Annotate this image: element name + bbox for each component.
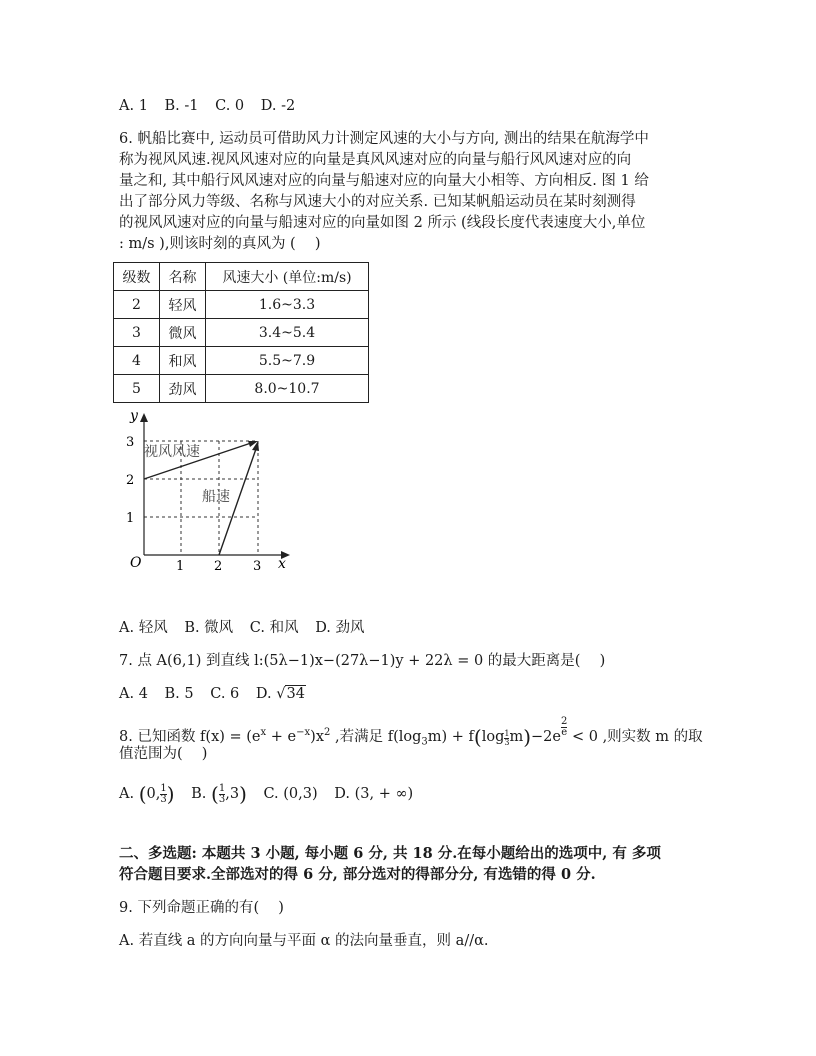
y-tick-label: 3 bbox=[126, 435, 135, 450]
table-cell: 4 bbox=[114, 347, 160, 375]
exponent-fraction: $\frac{2}{e}$ bbox=[561, 716, 568, 738]
q8-line-2: 值范围为( ) bbox=[119, 746, 208, 762]
boat-speed-label: 船速 bbox=[202, 489, 230, 505]
table-header-cell: 风速大小 (单位:m/s) bbox=[206, 263, 369, 291]
sqrt-value: 34 bbox=[286, 686, 305, 702]
table-cell: 5.5~7.9 bbox=[206, 347, 369, 375]
vector-diagram bbox=[118, 400, 308, 580]
q7-option-a: A. 4 bbox=[119, 686, 148, 702]
q5-option-c: C. 0 bbox=[215, 98, 245, 114]
q7-option-c: C. 6 bbox=[210, 686, 240, 702]
table-cell: 2 bbox=[114, 291, 160, 319]
q5-option-a: A. 1 bbox=[119, 98, 148, 114]
table-row bbox=[114, 347, 369, 375]
q9-text: 9. 下列命题正确的有( ) bbox=[119, 900, 284, 916]
q6-option-c: C. 和风 bbox=[249, 620, 299, 636]
x-axis-label: x bbox=[278, 556, 286, 572]
section2-line-2: 符合题目要求.全部选对的得 6 分, 部分选对的得部分分, 有选错的得 0 分. bbox=[119, 866, 596, 883]
q5-options bbox=[119, 95, 307, 117]
y-tick-label: 2 bbox=[126, 473, 135, 488]
q5-option-b: B. -1 bbox=[164, 98, 199, 114]
q8-option-b: B. ( $\frac{1}{3}$ ,3) bbox=[191, 782, 247, 806]
table-cell: 5 bbox=[114, 375, 160, 403]
q6-line-4: 出了部分风力等级、名称与风速大小的对应关系. 已知某帆船运动员在某时刻测得 bbox=[119, 194, 636, 210]
y-tick-label: 1 bbox=[126, 511, 135, 526]
q8-option-d: D. (3, + ∞) bbox=[334, 786, 414, 802]
log-base-fraction: $\frac{1}{3}$ bbox=[504, 728, 510, 747]
x-tick-label: 2 bbox=[214, 559, 223, 574]
apparent-wind-label: 视风风速 bbox=[144, 444, 200, 460]
q8-option-c: C. (0,3) bbox=[263, 786, 318, 802]
y-axis-arrow-icon bbox=[140, 413, 148, 422]
y-axis-label: y bbox=[130, 408, 138, 424]
q7-option-d: D. √34 bbox=[255, 686, 305, 702]
table-row bbox=[114, 375, 369, 403]
q6-option-b: B. 微风 bbox=[184, 620, 234, 636]
table-cell: 8.0~10.7 bbox=[206, 375, 369, 403]
wind-level-table bbox=[113, 262, 369, 403]
q8-line-1: 8. 已知函数 $f(x) = (e^x + e^{-x})x^2$ ,若满足 $f(\log_3m) + f(\log$ $\frac{1}{3}$ m)−2e $\frac{2}{e}$ < 0 ,则实数 m 的取 bbox=[119, 716, 703, 749]
table-cell: 轻风 bbox=[160, 291, 206, 319]
table-cell: 劲风 bbox=[160, 375, 206, 403]
section2-line-1: 二、多选题: 本题共 3 小题, 每小题 6 分, 共 18 分.在每小题给出的选项中, 有 多项 bbox=[119, 845, 661, 862]
q7-options bbox=[119, 683, 306, 705]
x-tick-label: 3 bbox=[253, 559, 262, 574]
q8-option-a: A. (0, $\frac{1}{3}$ ) bbox=[119, 782, 175, 806]
q6-line-6: : m/s ),则该时刻的真风为 ( ) bbox=[119, 236, 321, 252]
table-row bbox=[114, 319, 369, 347]
q6-line-5: 的视风风速对应的向量与船速对应的向量如图 2 所示 (线段长度代表速度大小,单位 bbox=[119, 215, 646, 231]
table-cell: 1.6~3.3 bbox=[206, 291, 369, 319]
q8-options bbox=[119, 783, 425, 805]
q6-line-2: 称为视风风速.视风风速对应的向量是真风风速对应的向量与船行风风速对应的向 bbox=[119, 152, 632, 168]
q6-option-d: D. 劲风 bbox=[315, 620, 365, 636]
table-cell: 和风 bbox=[160, 347, 206, 375]
table-cell: 3 bbox=[114, 319, 160, 347]
table-header-row bbox=[114, 263, 369, 291]
q6-line-1: 6. 帆船比赛中, 运动员可借助风力计测定风速的大小与方向, 测出的结果在航海学中 bbox=[119, 131, 649, 147]
q5-option-d: D. -2 bbox=[260, 98, 296, 114]
x-tick-label: 1 bbox=[176, 559, 185, 574]
table-header-cell: 名称 bbox=[160, 263, 206, 291]
q7-text: 7. 点 A(6,1) 到直线 l:(5λ−1)x−(27λ−1)y + 22λ = 0 的最大距离是( ) bbox=[119, 653, 606, 669]
table-cell: 3.4~5.4 bbox=[206, 319, 369, 347]
origin-label: O bbox=[130, 555, 142, 571]
table-row bbox=[114, 291, 369, 319]
q6-line-3: 量之和, 其中船行风风速对应的向量与船速对应的向量大小相等、方向相反. 图 1 给 bbox=[119, 173, 649, 189]
q7-option-b: B. 5 bbox=[164, 686, 194, 702]
q6-option-a: A. 轻风 bbox=[119, 620, 168, 636]
table-cell: 微风 bbox=[160, 319, 206, 347]
q6-options bbox=[119, 617, 377, 639]
table-header-cell: 级数 bbox=[114, 263, 160, 291]
q9-option-a: A. 若直线 a 的方向向量与平面 α 的法向量垂直，则 a//α. bbox=[119, 933, 489, 949]
